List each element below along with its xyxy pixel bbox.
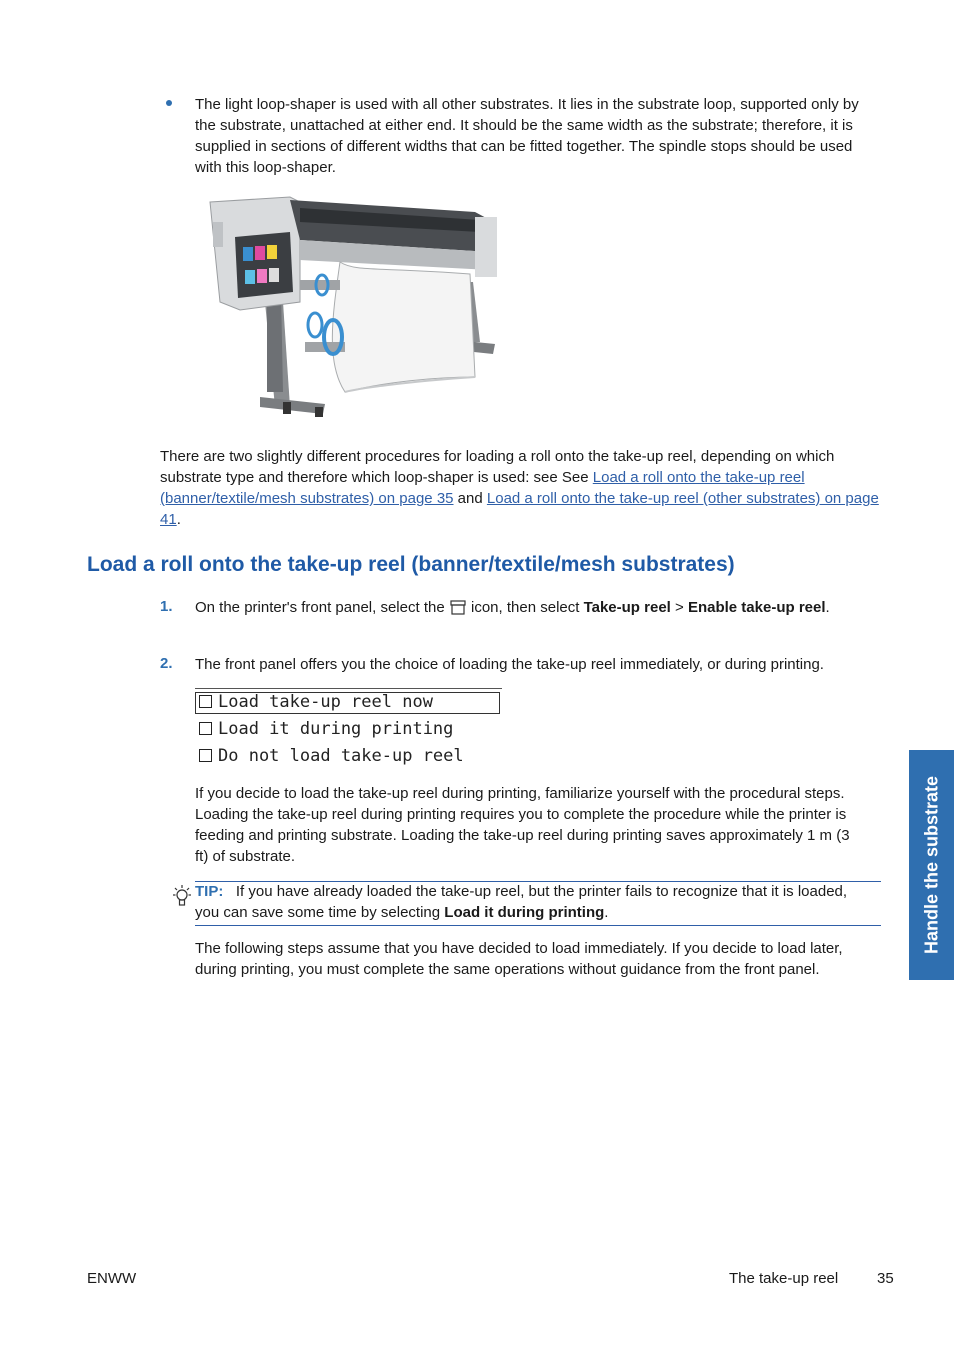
procedures-and: and [453,490,487,507]
printer-illustration-icon [205,192,500,432]
panel-option-label: Load take-up reel now [218,692,433,712]
bullet-dot [166,100,172,106]
tip-end: . [604,904,609,921]
panel-option-label: Do not load take-up reel [218,746,464,766]
section-heading: Load a roll onto the take-up reel (banner/textile/mesh substrates) [87,553,735,576]
enable-take-up-reel-label: Enable take-up reel [687,599,826,616]
footer-left: ENWW [87,1270,137,1287]
page-number: 35 [877,1270,894,1287]
tip-bold: Load it during printing [444,904,605,921]
procedures-end: . [176,511,181,528]
printer-illustration [205,192,500,432]
step-1-text [195,597,880,618]
step-1-text-a: On the printer's front panel, select the [195,599,449,616]
procedures-paragraph [160,446,880,530]
panel-option-load-now[interactable] [195,690,433,715]
panel-option-load-during-printing[interactable] [195,717,453,742]
panel-divider [195,688,502,689]
tip-label: TIP: [195,883,224,900]
step-1-separator: > [670,599,688,616]
lightbulb-icon [171,884,193,910]
tip-bottom-rule [195,925,881,926]
panel-option-do-not-load[interactable] [195,744,464,769]
checkbox-icon [199,695,212,708]
side-tab[interactable] [909,750,954,980]
step-1-end: . [825,599,830,616]
link-other-procedure[interactable]: Load a roll onto the take-up reel (other substrates) on page 41 [160,490,879,528]
step-2-number: 2. [160,655,173,672]
take-up-reel-label: Take-up reel [583,599,671,616]
checkbox-icon [199,722,212,735]
step-1-text-b: icon, then select [466,599,584,616]
bullet-paragraph: The light loop-shaper is used with all other substrates. It lies in the substrate loop, supported only by the substrate, unattached at either end. It should be the same width as the substrate; therefore, it is supplied in sections of different widths that can be fitted together. The spindle stops should be used with this loop-shaper. [195,96,859,176]
checkbox-icon [199,749,212,762]
step-2-text: The front panel offers you the choice of loading the take-up reel immediately, or during printing. [195,656,824,673]
tip-text [195,881,875,923]
front-panel-screen [195,688,505,768]
step-1-number: 1. [160,598,173,615]
printer-folder-icon [449,599,467,615]
panel-option-label: Load it during printing [218,719,454,739]
link-banner-procedure[interactable]: Load a roll onto the take-up reel (banner/textile/mesh substrates) on page 35 [160,469,805,507]
following-steps-paragraph: The following steps assume that you have decided to load immediately. If you decide to load later, during printing, you must complete the same operations without guidance from the front panel. [195,940,843,978]
during-printing-paragraph: If you decide to load the take-up reel during printing, familiarize yourself with the procedural steps. Loading the take-up reel during printing requires you to complete the procedure while the printer is feeding and printing substrate. Loading the take-up reel during printing saves approximately 1 m (3 ft) of substrate. [195,785,850,865]
tip-body: If you have already loaded the take-up reel, but the printer fails to recognize that it is loaded, you can save some time by selecting [195,883,848,921]
side-tab-label: Handle the substrate [921,775,941,955]
footer-section: The take-up reel [729,1270,839,1287]
procedures-text: There are two slightly different procedures for loading a roll onto the take-up reel, depending on which substrate type and therefore which loop-shaper is used: see See [160,448,835,486]
